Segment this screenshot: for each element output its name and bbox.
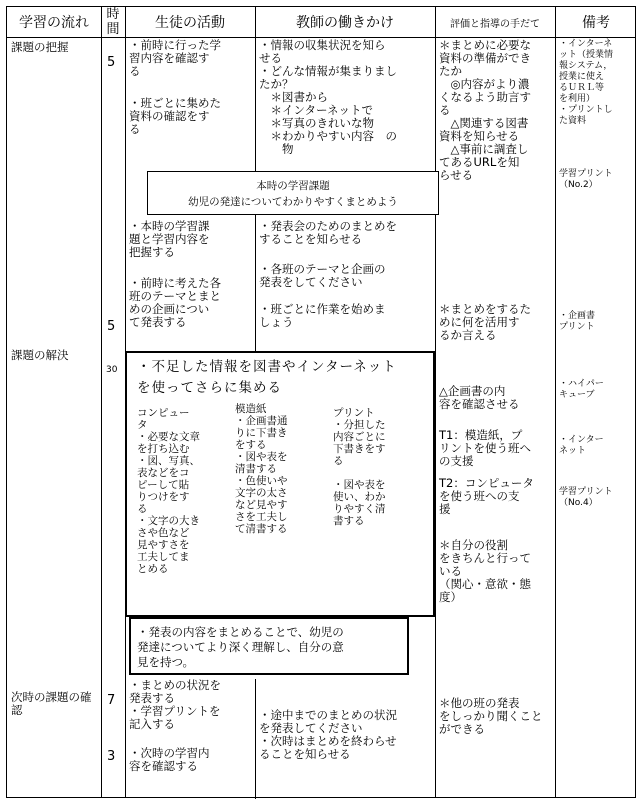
eval-item: ＊まとめに必要な 資料の準備ができ たか ◎内容がより濃 くなるよう助言す る △関連する図書 資料を知らせる △事前に調査し てあるURLを知 らせる	[439, 38, 531, 182]
note-item: ・インター ネット	[559, 435, 604, 456]
column-divider	[435, 7, 436, 797]
student-activity: ・班ごとに集めた 資料の確認をす る	[129, 96, 221, 136]
student-activity: ・まとめの状況を 発表する ・学習プリントを 記入する	[129, 678, 221, 731]
teacher-action: ・班ごとに作業を始めま しょう	[259, 302, 386, 329]
eval-item: △企画書の内 容を確認させる	[439, 384, 520, 411]
task-content: 幼児の発達についてわかりやすくまとめよう	[188, 196, 398, 208]
note-item: 学習プリント （No.4）	[559, 487, 613, 508]
activity-column-paper: 模造紙 ・企画書通 りに下書き をする ・図や表を 清書する ・色使いや 文字の太さ など見やす さを工夫し て清書する	[235, 403, 288, 535]
time-value: 5	[107, 319, 116, 334]
lesson-plan-table	[6, 6, 636, 798]
activity-intro: ・不足した情報を図書やインターネット を使ってさらに集める	[137, 359, 397, 396]
teacher-action: ・各班のテーマと企画の 発表をしてください	[259, 262, 386, 289]
eval-item: ＊まとめをするた めに何を活用す るか言える	[439, 302, 531, 342]
note-item: ・インターネ ット（授業情 報システム， 授業に使え るＵＲＬ等 を利用） ・プリントし た資料	[559, 39, 614, 126]
eval-item: ＊他の班の発表 をしっかり聞くこと ができる	[439, 696, 543, 736]
eval-item: T1：模造紙，プ リントを使う班へ の支援	[439, 428, 531, 468]
note-item: ・ハイパー キューブ	[559, 379, 604, 400]
phase-solve: 課題の解決	[11, 348, 69, 362]
column-divider	[255, 679, 256, 799]
goal-box	[129, 617, 409, 675]
phase-grasp: 課題の把握	[11, 40, 69, 54]
header-teacher: 教師の働きかけ	[296, 15, 394, 31]
teacher-action: ・途中までのまとめの状況 を発表してください ・次時はまとめを終わらせ ることを知らせる	[259, 708, 397, 761]
column-divider	[101, 7, 102, 797]
header-student: 生徒の活動	[155, 15, 225, 31]
column-divider	[555, 7, 556, 797]
student-activity: ・本時の学習課 題と学習内容を 把握する	[129, 219, 210, 259]
header-flow: 学習の流れ	[19, 15, 89, 31]
teacher-action: ・発表会のためのまとめを することを知らせる	[259, 219, 397, 246]
phase-next: 次時の課題の確認	[11, 690, 92, 717]
time-value: 5	[107, 55, 116, 70]
note-item: 学習プリント （No.2）	[559, 169, 613, 190]
lesson-task-box	[147, 171, 439, 215]
time-value: 3	[107, 749, 116, 764]
eval-item: ＊自分の役割 をきちんと行って いる （関心・意欲・態 度）	[439, 538, 531, 604]
goal-content: ・発表の内容をまとめることで、幼児の 発達についてより深く理解し、自分の意 見を持つ。	[137, 625, 344, 669]
student-activity: ・前時に考えた各 班のテーマとまと めの企画につい て発表する	[129, 276, 221, 329]
header-notes: 備考	[582, 15, 610, 31]
activity-column-print: プリント ・分担した 内容ごとに 下書きをす る ・図や表を 使い、わか りやすく清 書する	[333, 407, 386, 527]
student-activity: ・前時に行った学 習内容を確認す る	[129, 38, 221, 78]
note-item: ・企画書 プリント	[559, 311, 596, 332]
student-activity: ・次時の学習内 容を確認する	[129, 746, 210, 773]
teacher-action: ・情報の収集状況を知ら せる ・どんな情報が集まりまし たか？ ＊図書から ＊インターネットで ＊写真のきれいな物 ＊わかりやすい内容 の 物	[259, 38, 397, 156]
eval-item: T2：コンピュータ を使う班への支 援	[439, 476, 534, 516]
time-value: 7	[107, 693, 116, 708]
header-time: 時間	[106, 7, 120, 37]
task-heading: 本時の学習課題	[256, 180, 330, 192]
activity-box	[125, 351, 435, 617]
header-eval: 評価と指導の手だて	[450, 18, 540, 30]
activity-column-computer: コンピュー タ ・必要な文章 を打ち込む ・図、写真、 表などをコ ピーして貼 りつけをす る ・文字の大き さや色など 見やすさを 工夫してま とめる	[137, 407, 200, 575]
time-value: 30	[106, 365, 118, 375]
